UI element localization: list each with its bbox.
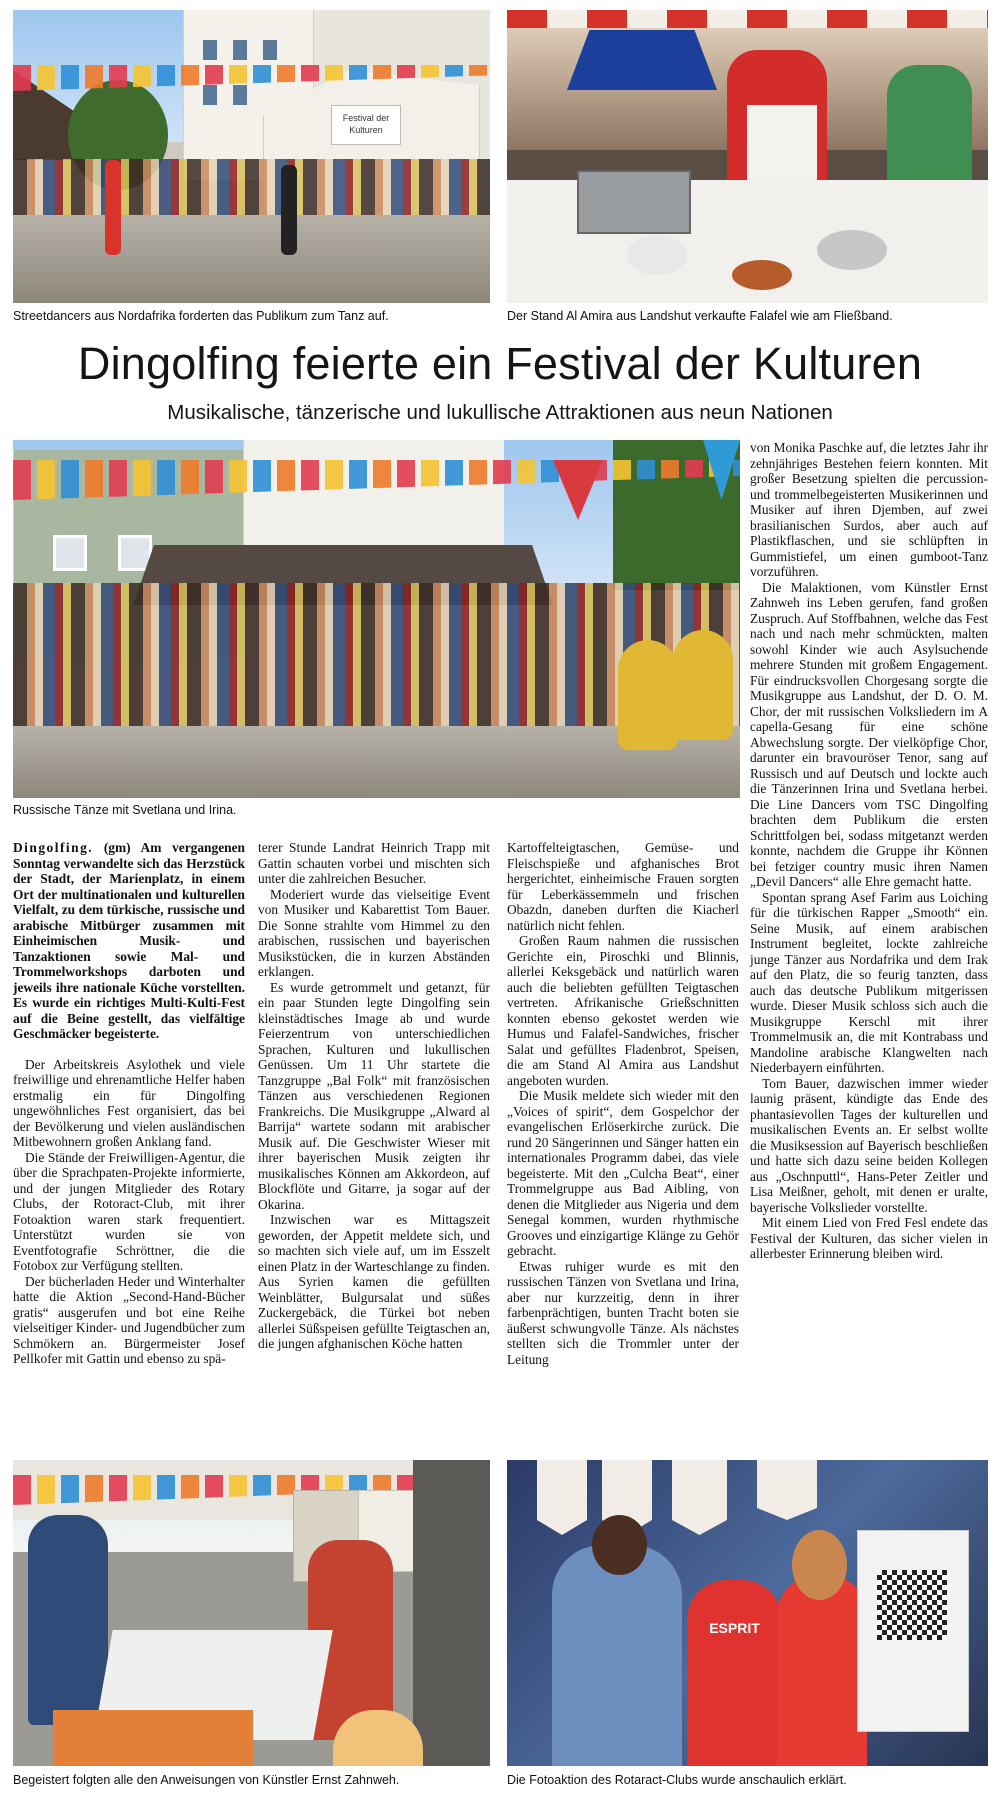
paragraph: Inzwischen war es Mittagszeit geworden, der Appetit meldete sich, und so machten sich viele auf, um im Esszelt einen Platz in der Warteschlange zu finden. Aus Syrien kamen die gefüllten Weinblätter, Bulgursalat und süßes Zuckergebäck, die Türkei bot neben allerlei Süßspeisen gefüllte Teigtaschen an, die jungen afghanischen Köche hatten bbox=[258, 1212, 490, 1351]
paragraph: Die Stände der Freiwilligen-Agentur, die über die Sprachpaten-Projekte informierte, und der jungen Mitglieder des Rotary Clubs, der Rotoract-Club, mit ihrer Fotoaktion waren stark frequentiert. Unterstützt wurden sie von Eventfotografie Schröttner, die die Fotobox zur Verfügung stellten. bbox=[13, 1149, 245, 1273]
paragraph: Spontan sprang Asef Farim aus Loiching für die türkischen Rapper „Smooth“ ein. Seine Musik, auf einem arabischen Instrument begleitet, lockte zahlreiche junge Tänzer aus Nordafrika und dem Irak auf den Platz, die so feurig tanzten, dass auch das deutsche Publikum mitgerissen wurde. Dieser Musik schloss sich auch die Musikgruppe Kerschl mit ihrer Trommelmusik an, die mit Kontrabass und Mandoline arabische Klangwelten nach Niederbayern einführten. bbox=[750, 889, 988, 1075]
paragraph: Die Malaktionen, vom Künstler Ernst Zahnweh ins Leben gerufen, fand großen Zuspruch. Auf Stoffbahnen, welche das Fest nach und nach mehr schmückten, malten sowohl Kinder wie auch Asylsuchende mehrere Stunden mit großem Engagement. Für eindrucksvollen Chorgesang sorgte die Musikgruppe aus Landshut, der D. O. M. Chor, der mit russischen Volksliedern im A capella-Gesang für eine schöne Abwechslung sorgte. Der vielköpfige Chor, darunter ein bravouröser Tenor, sang auf Russisch und auf Deutsch und lockte auch die Tänzerinnen Irina und Svetlana herbei. Die Line Dancers vom TSC Dingolfing brachten dem Publikum die ersten Schrittfolgen bei, sodass mitgetanzt werden konnte, nachdem die Gruppe ihr Können bei fetziger country music ihren Namen „Devil Dancers“ alle Ehre gemacht hatte. bbox=[750, 579, 988, 889]
festival-sign: Festival der Kulturen bbox=[331, 105, 401, 145]
article-column-4 bbox=[750, 440, 988, 1262]
photo-rotaract-booth bbox=[507, 1460, 988, 1766]
paragraph: Tom Bauer, dazwischen immer wieder launig präsent, kündigte das Ende des phantasievollen Tages der kulturellen und musikalischen Events an. Er selbst wollte die Musiksession auf Bayerisch beschließen und hatte sich dazu seine beiden Kollegen aus „Oschnputtl“, Hans-Peter Zeitler und Lisa Meißner, geholt, mit denen er uralte, bayerische Volkslieder vorstellte. bbox=[750, 1075, 988, 1215]
paragraph: Der Arbeitskreis Asylothek und viele freiwillige und ehrenamtliche Helfer haben erstmalig ein für Dingolfing ungewöhnliches Fest organisiert, das bei der Bevölkerung und vielen ausländischen Mitbewohnern großen Anklang fand. bbox=[13, 1056, 245, 1149]
paragraph: terer Stunde Landrat Heinrich Trapp mit Gattin schauten vorbei und mischten sich unter die zahlreichen Besucher. bbox=[258, 840, 490, 886]
paragraph: Es wurde getrommelt und getanzt, für ein paar Stunden legte Dingolfing sein kleinstädtisches Image ab und wurde Feierzentrum von unterschiedlichen Sprachen, Kulturen und lukullischen Genüssen. Um 11 Uhr startete die Tanzgruppe „Bal Folk“ mit französischen Tänzen aus verschiedenen Regionen Frankreichs. Die Musikgruppe „Alward al Barrija“ wartete sodann mit arabischer Musik auf. Die Geschwister Wieser mit ihrer bayerischen Musik zeigten ihr musikalisches Können am Akkordeon, auf Blockflöte und Gitarre, ja sogar auf der Okarina. bbox=[258, 979, 490, 1212]
shirt-text: ESPRIT bbox=[709, 1620, 760, 1636]
headline: Dingolfing feierte ein Festival der Kulturen bbox=[77, 338, 923, 389]
photo-falafel-stand bbox=[507, 10, 988, 303]
subheadline: Musikalische, tänzerische und lukullische Attraktionen aus neun Nationen bbox=[167, 401, 833, 424]
paragraph: von Monika Paschke auf, die letztes Jahr ihr zehnjähriges Bestehen feiern konnten. Mit großer Besetzung spielten die percussion- und trommelbegeisterten Musikerinnen und Musiker auf ihren Djemben, auf zwei brasilianischen Surdos, aber auch auf Plastikflaschen, und sie schlüpften in Gummistiefel, um einen gumboot-Tanz vorzuführen. bbox=[750, 440, 988, 579]
lead-paragraph bbox=[13, 840, 245, 1042]
article-column-2 bbox=[258, 840, 490, 1352]
dateline: Dingolfing. bbox=[13, 840, 94, 855]
caption-bottom-right: Die Fotoaktion des Rotaract-Clubs wurde anschaulich erklärt. bbox=[507, 1773, 847, 1787]
caption-top-left: Streetdancers aus Nordafrika forderten das Publikum zum Tanz auf. bbox=[13, 309, 389, 323]
photo-russian-dances bbox=[13, 440, 740, 798]
paragraph: Etwas ruhiger wurde es mit den russischen Tänzen von Svetlana und Irina, aber nur kurzzeitig, denn in ihrer farbenprächtigen, bunten Tracht boten sie äußerst schwungvolle Tänze. Als nächstes stellten sich die Trommler unter der Leitung bbox=[507, 1258, 739, 1367]
caption-bottom-left: Begeistert folgten alle den Anweisungen von Künstler Ernst Zahnweh. bbox=[13, 1773, 400, 1787]
photo-painting-workshop bbox=[13, 1460, 490, 1766]
paragraph: Großen Raum nahmen die russischen Gerichte ein, Piroschki und Blinnis, allerlei Keksgebäck und natürlich waren auch die beliebten gefüllten Teigtaschen vertreten. Afrikanische Grießschnitten konnten ebenso gekostet werden wie Humus und Falafel-Sandwiches, frischer Salat und gefülltes Fladenbrot, Speisen, die am Stand Al Amira aus Landshut angeboten wurden. bbox=[507, 933, 739, 1088]
caption-top-right: Der Stand Al Amira aus Landshut verkaufte Falafel wie am Fließband. bbox=[507, 309, 893, 323]
photo-streetdancers bbox=[13, 10, 490, 303]
paragraph: Moderiert wurde das vielseitige Event von Musiker und Kabarettist Tom Bauer. Die Sonne strahlte vom Himmel zu den arabischen, russischen und bayerischen Musikstücken, die in kurzen Abständen erklangen. bbox=[258, 886, 490, 979]
article-column-3 bbox=[507, 840, 739, 1367]
paragraph: Kartoffelteigtaschen, Gemüse- und Fleischspieße und afghanisches Brot hergerichtet, einheimische Frauen sorgten für Leberkässemmeln und frischen Obazdn, daneben durften die Kiacherl natürlich nicht fehlen. bbox=[507, 840, 739, 933]
article-column-1 bbox=[13, 840, 245, 1367]
paragraph: Die Musik meldete sich wieder mit den „Voices of spirit“, dem Gospelchor der evangelischen Erlöserkirche zurück. Die rund 20 Sängerinnen und Sänger hatten ein internationales Programm dabei, das viele begeisterte. Mit den „Culcha Beat“, einer Trommelgruppe aus Bad Aibling, von denen die Mitglieder aus Nigeria und dem Senegal kommen, wurden rhythmische Grooves und einzigartige Klänge zu Gehör gebracht. bbox=[507, 1088, 739, 1258]
paragraph: Der bücherladen Heder und Winterhalter hatte die Aktion „Second-Hand-Bücher gratis“ ausgerufen und bot eine Reihe vielseitiger Kinder- und Jugendbücher zum Schmökern an. Bürgermeister Josef Pellkofer mit Gattin und ebenso zu spä- bbox=[13, 1273, 245, 1366]
caption-main: Russische Tänze mit Svetlana und Irina. bbox=[13, 803, 237, 817]
lead-text: (gm) Am vergangenen Sonntag verwandelte sich das Herzstück der Stadt, der Marienplatz, in einem Ort der multinationalen und kulturellen Vielfalt, zu dem türkische, russische und arabische Mitbürger zusammen mit Einheimischen Musik- und Tanzaktionen sowie Mal- und Trommelworkshops darboten und jeweils ihre nationale Küche vorstellten. Es wurde ein richtiges Multi-Kulti-Fest auf die Beine gestellt, das vielfältige Geschmäcker begeisterte. bbox=[13, 840, 245, 1041]
paragraph: Mit einem Lied von Fred Fesl endete das Festival der Kulturen, das sicher vielen in allerbester Erinnerung bleiben wird. bbox=[750, 1215, 988, 1261]
